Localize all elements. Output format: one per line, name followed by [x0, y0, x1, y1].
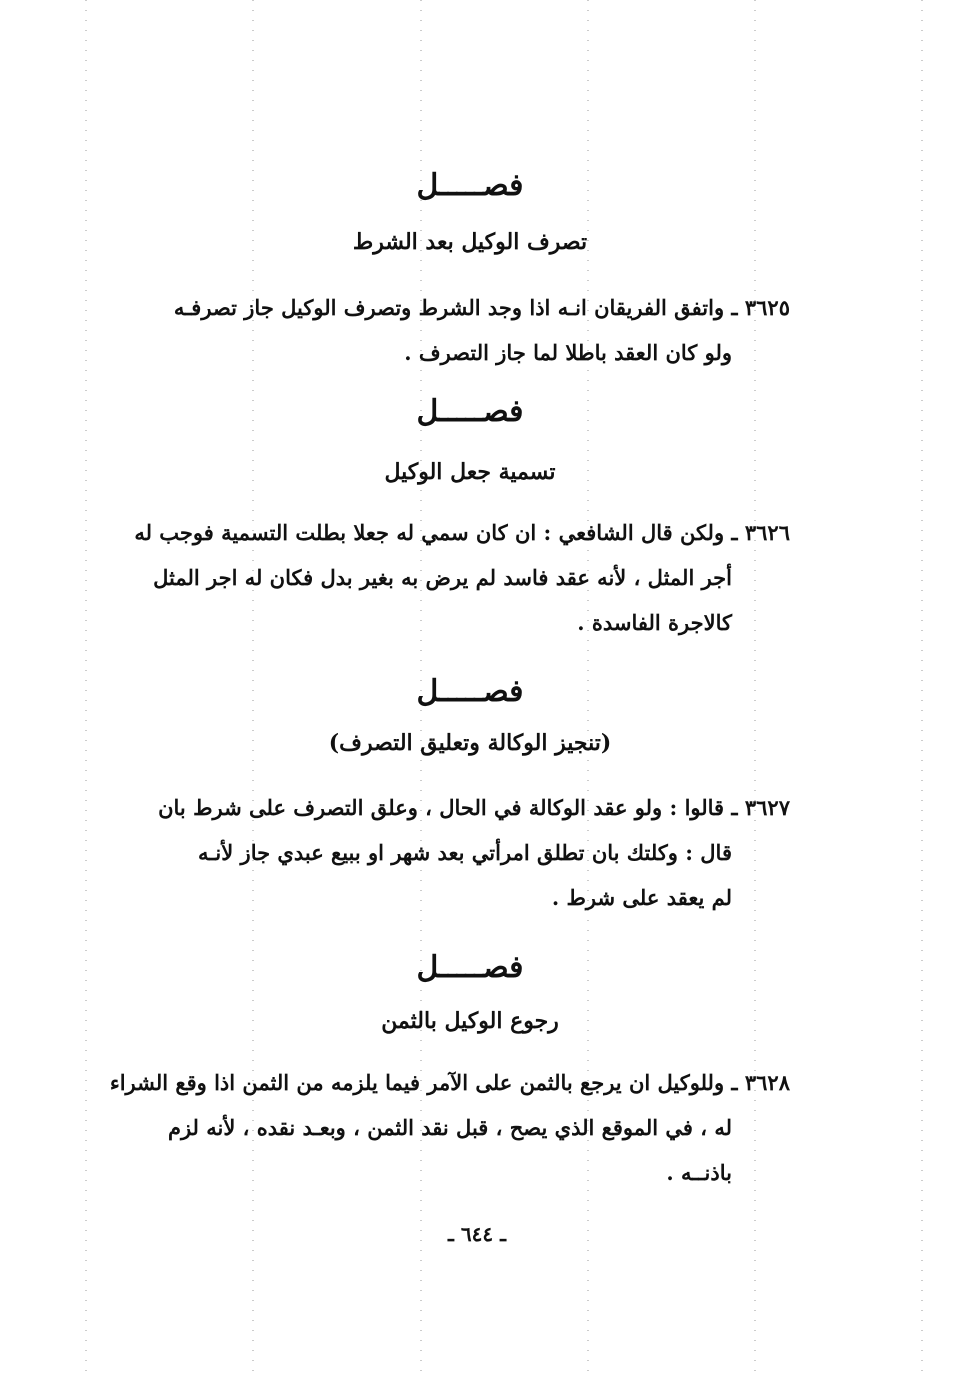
paragraph-line: قال : وكلتك بان تطلق امرأتي بعد شهر او ببيع عبدي جاز لأنـه — [198, 840, 732, 865]
section-2-heading-wrap — [150, 455, 790, 489]
section-2 — [150, 392, 790, 432]
section-4 — [150, 948, 790, 988]
section-4-paragraph — [109, 1060, 790, 1195]
page-number: ـ ٦٤٤ ـ — [448, 1222, 506, 1246]
paragraph-line: كالاجرة الفاسدة . — [577, 610, 732, 635]
paragraph-line: لم يعقد على شرط . — [551, 885, 732, 910]
section-1 — [150, 166, 790, 206]
section-2-paragraph — [134, 510, 790, 645]
section-3 — [150, 672, 790, 712]
section-1-heading-wrap — [150, 225, 790, 259]
section-4-heading: رجوع الوكيل بالثمن — [381, 1008, 559, 1034]
section-1-heading: تصرف الوكيل بعد الشرط — [352, 229, 588, 255]
paragraph-line: باذنــه . — [666, 1160, 732, 1185]
section-3-heading-wrap — [150, 726, 790, 760]
paragraph-line: ٣٦٢٧ ـ قالوا : ولو عقد الوكالة في الحال ، وعلق التصرف على شرط بان — [158, 795, 790, 820]
paragraph-line: ٣٦٢٨ ـ وللوكيل ان يرجع بالثمن على الآمر فيما يلزمه من الثمن اذا وقع الشراء — [109, 1070, 790, 1095]
section-1-paragraph — [150, 285, 790, 375]
section-4-heading-wrap — [150, 1004, 790, 1038]
paragraph-line: له ، في الموقع الذي يصح ، قبل نقد الثمن ، وبعـد نقده ، لأنه لزم — [167, 1115, 732, 1140]
paragraph-line: ولو كان العقد باطلا لما جاز التصرف . — [404, 340, 732, 365]
section-3-fasl: فصـــــل — [416, 674, 524, 709]
section-3-heading: (تنجيز الوكالة وتعليق التصرف) — [328, 730, 612, 756]
paragraph-line: أجر المثل ، لأنه عقد فاسد لم يرض به بغير بدل فكان له اجر المثل — [153, 565, 732, 590]
section-2-heading: تسمية جعل الوكيل — [384, 459, 556, 485]
section-1-fasl: فصـــــل — [416, 168, 524, 203]
paragraph-line: ٣٦٢٥ ـ واتفق الفريقان انـه اذا وجد الشرط وتصرف الوكيل جاز تصرفـه — [173, 295, 790, 320]
section-4-fasl: فصـــــل — [416, 950, 524, 985]
paragraph-line: ٣٦٢٦ ـ ولكن قال الشافعي : ان كان سمي له جعلا بطلت التسمية فوجب له — [134, 520, 790, 545]
section-3-paragraph — [150, 785, 790, 920]
section-2-fasl: فصـــــل — [416, 394, 524, 429]
